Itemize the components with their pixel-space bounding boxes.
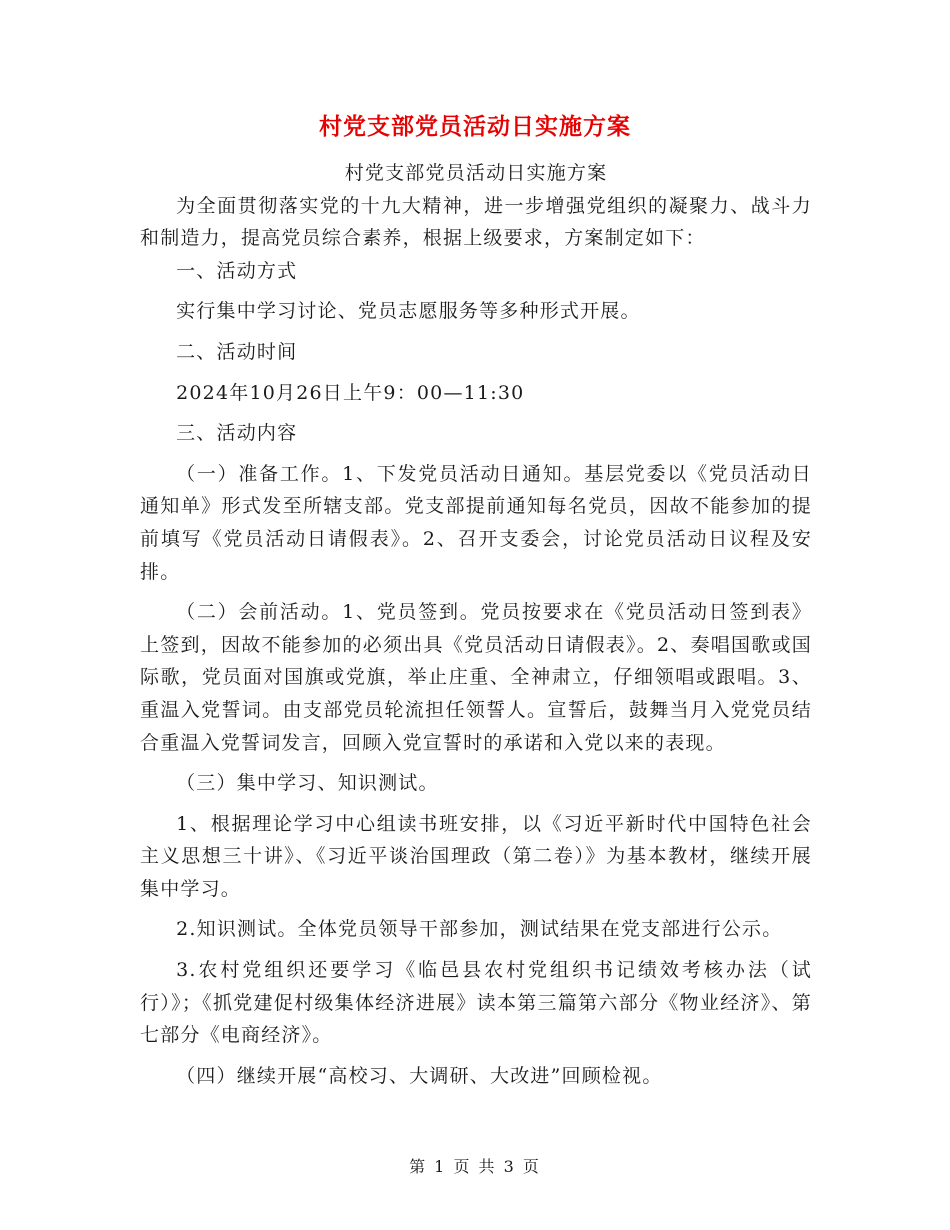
document-subtitle: 村党支部党员活动日实施方案 [344,162,608,184]
document-title: 村党支部党员活动日实施方案 [319,113,631,140]
heading-activity-time: 二、活动时间 [176,340,298,363]
paragraph-study-1: 1、根据理论学习中心组读书班安排，以《习近平新时代中国特色社会主义思想三十讲》、《习近平谈治国理政（第二卷）》为基本教材，继续开展集中学习。 [140,812,812,900]
paragraph-study-heading: （三）集中学习、知识测试。 [176,772,439,795]
paragraph-review: （四）继续开展“高校习、大调研、大改进”回顾检视。 [176,1064,663,1087]
heading-activity-content: 三、活动内容 [176,422,298,445]
document-body [140,157,812,1092]
paragraph-intro: 为全面贯彻落实党的十九大精神，进一步增强党组织的凝聚力、战斗力和制造力，提高党员综合素养，根据上级要求，方案制定如下： [140,194,812,250]
heading-activity-mode: 一、活动方式 [176,259,298,282]
page-number: 第 1 页 共 3 页 [409,1157,541,1176]
paragraph-activity-mode: 实行集中学习讨论、党员志愿服务等多种形式开展。 [176,300,641,323]
paragraph-activity-time: 2024年10月26日上午9：00—11:30 [176,381,525,404]
paragraph-study-2: 2.知识测试。全体党员领导干部参加，测试结果在党支部进行公示。 [176,918,783,941]
paragraph-preparation: （一）准备工作。1、下发党员活动日通知。基层党委以《党员活动日通知单》形式发至所辖支部。党支部提前通知每名党员，因故不能参加的提前填写《党员活动日请假表》。2、召开支委会，讨论党员活动日议程及安排。 [140,462,812,583]
paragraph-pre-meeting: （二）会前活动。1、党员签到。党员按要求在《党员活动日签到表》上签到，因故不能参加的必须出具《党员活动日请假表》。2、奏唱国歌或国际歌，党员面对国旗或党旗，举止庄重、全神肃立，仔细领唱或跟唱。3、重温入党誓词。由支部党员轮流担任领誓人。宣誓后，鼓舞当月入党党员结合重温入党誓词发言，回顾入党宣誓时的承诺和入党以来的表现。 [140,601,812,754]
paragraph-study-3: 3.农村党组织还要学习《临邑县农村党组织书记绩效考核办法（试行）》；《抓党建促村级集体经济进展》读本第三篇第六部分《物业经济》、第七部分《电商经济》。 [140,959,812,1047]
